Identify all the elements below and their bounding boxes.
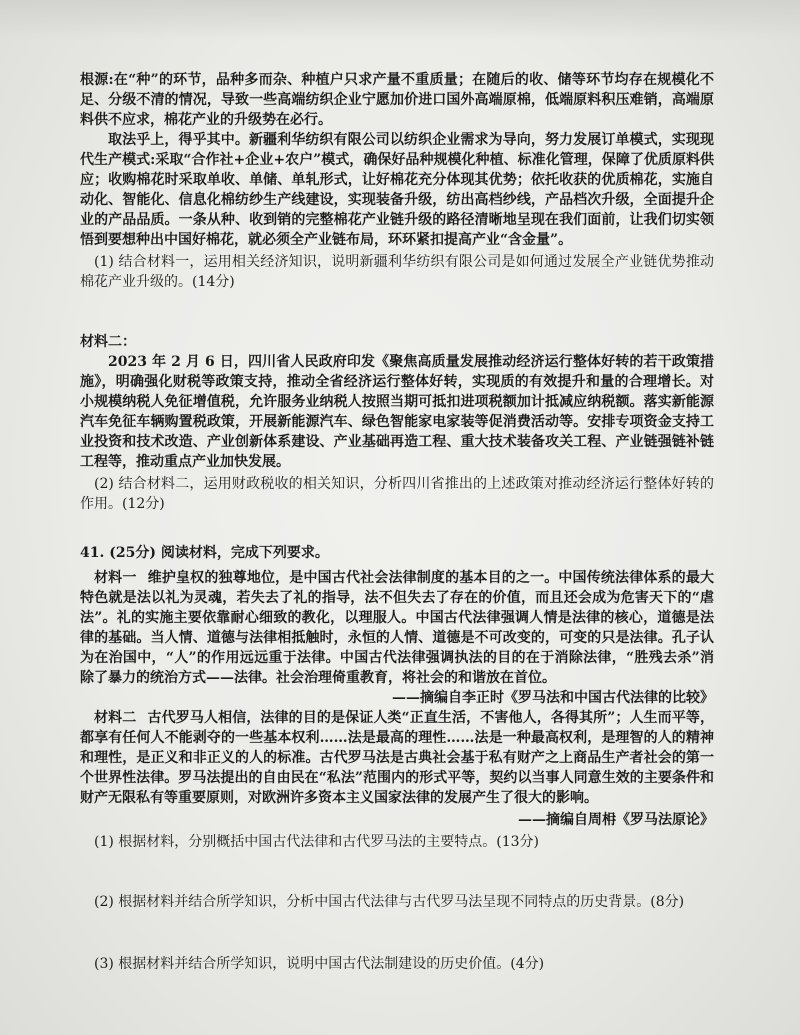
q40-material1-paragraph: 取法乎上，得乎其中。新疆利华纺织有限公司以纺织企业需求为导向，努力发展订单模式，实现现代生产模式:采取“合作社+企业+农户”模式，确保好品种规模化种植、标准化管理，保障了优质原料供应；收购棉花时采取单收、单储、单轧形式，让好棉花充分体现其优势；依托收获的优质棉花，实施自动化、智能化、信息化棉纺纱生产线建设，实现装备升级，纺出高档纱线，产品档次升级，全面提升企业的产品品质。一条从种、收到销的完整棉花产业链升级的路径清晰地呈现在我们面前，让我们切实领悟到要想种出中国好棉花，就必须全产业链布局，环环紧扣提高产业“含金量”。 <box>80 132 714 248</box>
q40-material2-text: 2023 年 2 月 6 日，四川省人民政府印发《聚焦高质量发展推动经济运行整体好转的若干政策措施》，明确强化财税等政策支持，推动全省经济运行整体好转，实现质的有效提升和量的合理增长。对小规模纳税人免征增值税，允许服务业纳税人按照当期可抵扣进项税额加计抵减应纳税额。落实新能源汽车免征车辆购置税政策，开展新能源汽车、绿色智能家电家装等促消费活动等。安排专项资金支持工业投资和技术改造、产业创新体系建设、产业基础再造工程、重大技术装备攻关工程、产业链强链补链工程等，推动重点产业加快发展。 <box>80 354 714 470</box>
q41-material2-label: 材料二 <box>94 710 137 726</box>
q40-material1-paragraph: 根源:在“种”的环节，品种多而杂、种植户只求产量不重质量；在随后的收、储等环节均存在规模化不足、分级不清的情况，导致一些高端纺织企业宁愿加价进口国外高端原棉，低端原料积压难销，高端原料供不应求，棉花产业的升级势在必行。 <box>80 72 714 128</box>
q41-material1 <box>80 568 714 688</box>
q40-question-1: (1) 结合材料一，运用相关经济知识，说明新疆利华纺织有限公司是如何通过发展全产业链优势推动棉花产业升级的。(14分) <box>80 254 714 290</box>
q40-material1-continuation <box>80 70 714 250</box>
q40-material2-label: 材料二： <box>80 334 136 350</box>
q41-question-1: (1) 根据材料，分别概括中国古代法律和古代罗马法的主要特点。(13分) <box>94 834 540 850</box>
q41-material2-source: ——摘编自周枏《罗马法原论》 <box>518 812 714 828</box>
q41-material2-text: 古代罗马人相信，法律的目的是保证人类“正直生活，不害他人，各得其所”；人生而平等，都享有任何人不能剥夺的一些基本权利……法是最高的理性……法是一种最高权利，是理智的人的精神和理性，是正义和非正义的人的标准。古代罗马法是古典社会基于私有财产之上商品生产者社会的第一个世界性法律。罗马法提出的自由民在“私法”范围内的形式平等，契约以当事人同意生效的主要条件和财产无限私有等重要原则，对欧洲许多资本主义国家法律的发展产生了很大的影响。 <box>80 710 715 806</box>
q41-material1-text: 维护皇权的独尊地位，是中国古代社会法律制度的基本目的之一。中国传统法律体系的最大特色就是法以礼为灵魂，若失去了礼的指导，法不但失去了存在的价值，而且还会成为危害天下的“虐法”。礼的实施主要依靠耐心细致的教化，以理服人。中国古代法律强调人情是法律的核心，道德是法律的基础。当人情、道德与法律相抵触时，永恒的人情、道德是不可改变的，可变的只是法律。孔子认为在治国中，“人”的作用远远重于法律。中国古代法律强调执法的目的在于消除法律，“胜残去杀”消除了暴力的统治方式——法律。社会治理倚重教育，将社会的和谐放在首位。 <box>80 570 715 686</box>
q41-question-2: (2) 根据材料并结合所学知识，分析中国古代法律与古代罗马法呈现不同特点的历史背景。(8分) <box>94 894 685 910</box>
q41-header: 41. (25分) 阅读材料，完成下列要求。 <box>80 545 329 561</box>
q41-material2 <box>80 708 714 808</box>
scan-edge-shadow <box>0 0 800 40</box>
q41-question-3: (3) 根据材料并结合所学知识，说明中国古代法制建设的历史价值。(4分) <box>94 956 545 972</box>
q40-question-2: (2) 结合材料二，运用财政税收的相关知识，分析四川省推出的上述政策对推动经济运行整体好转的作用。(12分) <box>80 476 714 512</box>
q41-material1-label: 材料一 <box>94 570 137 586</box>
q41-material1-source: ——摘编自李正时《罗马法和中国古代法律的比较》 <box>392 690 714 706</box>
